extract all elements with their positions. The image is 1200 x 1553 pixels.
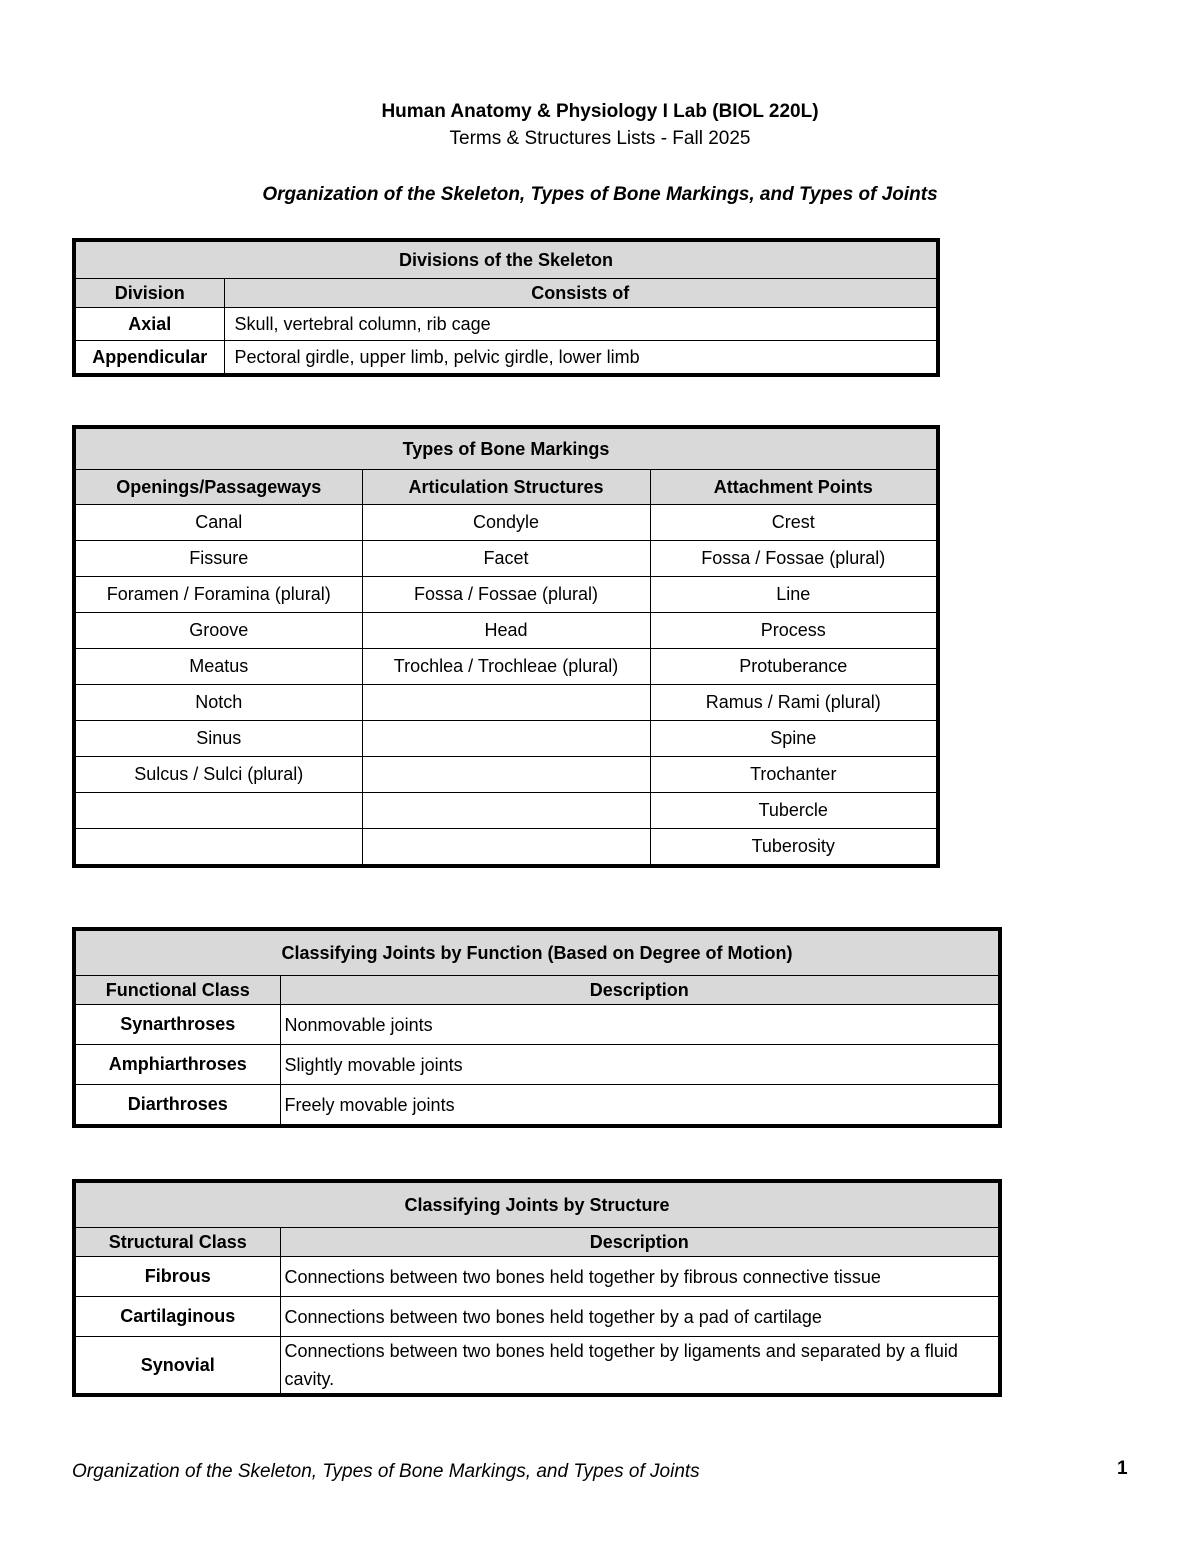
- table-cell: Fibrous: [74, 1257, 280, 1297]
- course-title: Human Anatomy & Physiology I Lab (BIOL 220L): [381, 101, 819, 122]
- table-row: [74, 793, 938, 829]
- table-row: [74, 1085, 1000, 1127]
- table-cell: Meatus: [74, 649, 362, 685]
- table-row: [74, 649, 938, 685]
- table-cell: Cartilaginous: [74, 1297, 280, 1337]
- table-row: [74, 1005, 1000, 1045]
- table-row: [74, 541, 938, 577]
- table-cell: Canal: [74, 505, 362, 541]
- table-cell: Trochanter: [650, 757, 938, 793]
- table-row: [74, 1257, 1000, 1297]
- table-title: Classifying Joints by Structure: [74, 1181, 1000, 1228]
- table-cell: Amphiarthroses: [74, 1045, 280, 1085]
- joints-by-function-table: [72, 927, 1002, 1128]
- footer-text: Organization of the Skeleton, Types of Bone Markings, and Types of Joints: [72, 1461, 700, 1482]
- table-cell: Tubercle: [650, 793, 938, 829]
- table-row: [74, 829, 938, 867]
- table-cell: Spine: [650, 721, 938, 757]
- table-cell: Skull, vertebral column, rib cage: [224, 308, 938, 341]
- table-row: [74, 1045, 1000, 1085]
- table-cell: Sulcus / Sulci (plural): [74, 757, 362, 793]
- course-subtitle: Terms & Structures Lists - Fall 2025: [449, 128, 751, 149]
- topic-title: Organization of the Skeleton, Types of Bone Markings, and Types of Joints: [262, 184, 938, 205]
- table-cell: Groove: [74, 613, 362, 649]
- table-row: [74, 685, 938, 721]
- table-title: Classifying Joints by Function (Based on Degree of Motion): [74, 929, 1000, 976]
- column-header: Description: [280, 976, 1000, 1005]
- table-cell: [74, 829, 362, 867]
- table-cell: Connections between two bones held together by fibrous connective tissue: [280, 1257, 1000, 1297]
- table-cell: Facet: [362, 541, 650, 577]
- table-row: [74, 1297, 1000, 1337]
- column-header: Consists of: [224, 279, 938, 308]
- table-cell: [74, 793, 362, 829]
- table-cell: [362, 829, 650, 867]
- table-cell: [362, 685, 650, 721]
- table-cell: [362, 793, 650, 829]
- table-cell: Head: [362, 613, 650, 649]
- table-row: [74, 721, 938, 757]
- table-cell: Crest: [650, 505, 938, 541]
- table-cell: Ramus / Rami (plural): [650, 685, 938, 721]
- table-cell: Connections between two bones held together by ligaments and separated by a fluid cavity.: [280, 1337, 1000, 1396]
- table-title: Divisions of the Skeleton: [74, 240, 938, 279]
- table-row: [74, 613, 938, 649]
- table-cell: Freely movable joints: [280, 1085, 1000, 1127]
- table-cell: Tuberosity: [650, 829, 938, 867]
- table-row: [74, 308, 938, 341]
- table-cell: Pectoral girdle, upper limb, pelvic girdle, lower limb: [224, 341, 938, 376]
- table-cell: Line: [650, 577, 938, 613]
- table-cell: Protuberance: [650, 649, 938, 685]
- table-row: [74, 757, 938, 793]
- page-number: 1: [1117, 1458, 1128, 1479]
- table-cell: Synovial: [74, 1337, 280, 1396]
- table-row: [74, 577, 938, 613]
- bone-markings-table: [72, 425, 940, 868]
- table-cell: Fissure: [74, 541, 362, 577]
- table-cell: [362, 757, 650, 793]
- table-cell: Diarthroses: [74, 1085, 280, 1127]
- table-cell: Process: [650, 613, 938, 649]
- table-cell: Nonmovable joints: [280, 1005, 1000, 1045]
- table-cell: Slightly movable joints: [280, 1045, 1000, 1085]
- table-cell: Trochlea / Trochleae (plural): [362, 649, 650, 685]
- column-header: Division: [74, 279, 224, 308]
- table-cell: Axial: [74, 308, 224, 341]
- column-header: Description: [280, 1228, 1000, 1257]
- column-header: Structural Class: [74, 1228, 280, 1257]
- table-row: [74, 1337, 1000, 1396]
- table-cell: Foramen / Foramina (plural): [74, 577, 362, 613]
- table-title: Types of Bone Markings: [74, 427, 938, 470]
- table-cell: Connections between two bones held together by a pad of cartilage: [280, 1297, 1000, 1337]
- table-row: [74, 341, 938, 376]
- table-cell: Fossa / Fossae (plural): [362, 577, 650, 613]
- table-cell: Notch: [74, 685, 362, 721]
- table-cell: [362, 721, 650, 757]
- table-cell: Appendicular: [74, 341, 224, 376]
- column-header: Articulation Structures: [362, 470, 650, 505]
- table-cell: Fossa / Fossae (plural): [650, 541, 938, 577]
- column-header: Functional Class: [74, 976, 280, 1005]
- table-cell: Synarthroses: [74, 1005, 280, 1045]
- table-row: [74, 505, 938, 541]
- joints-by-structure-table: [72, 1179, 1002, 1397]
- table-cell: Condyle: [362, 505, 650, 541]
- column-header: Openings/Passageways: [74, 470, 362, 505]
- skeleton-divisions-table: [72, 238, 940, 377]
- table-cell: Sinus: [74, 721, 362, 757]
- column-header: Attachment Points: [650, 470, 938, 505]
